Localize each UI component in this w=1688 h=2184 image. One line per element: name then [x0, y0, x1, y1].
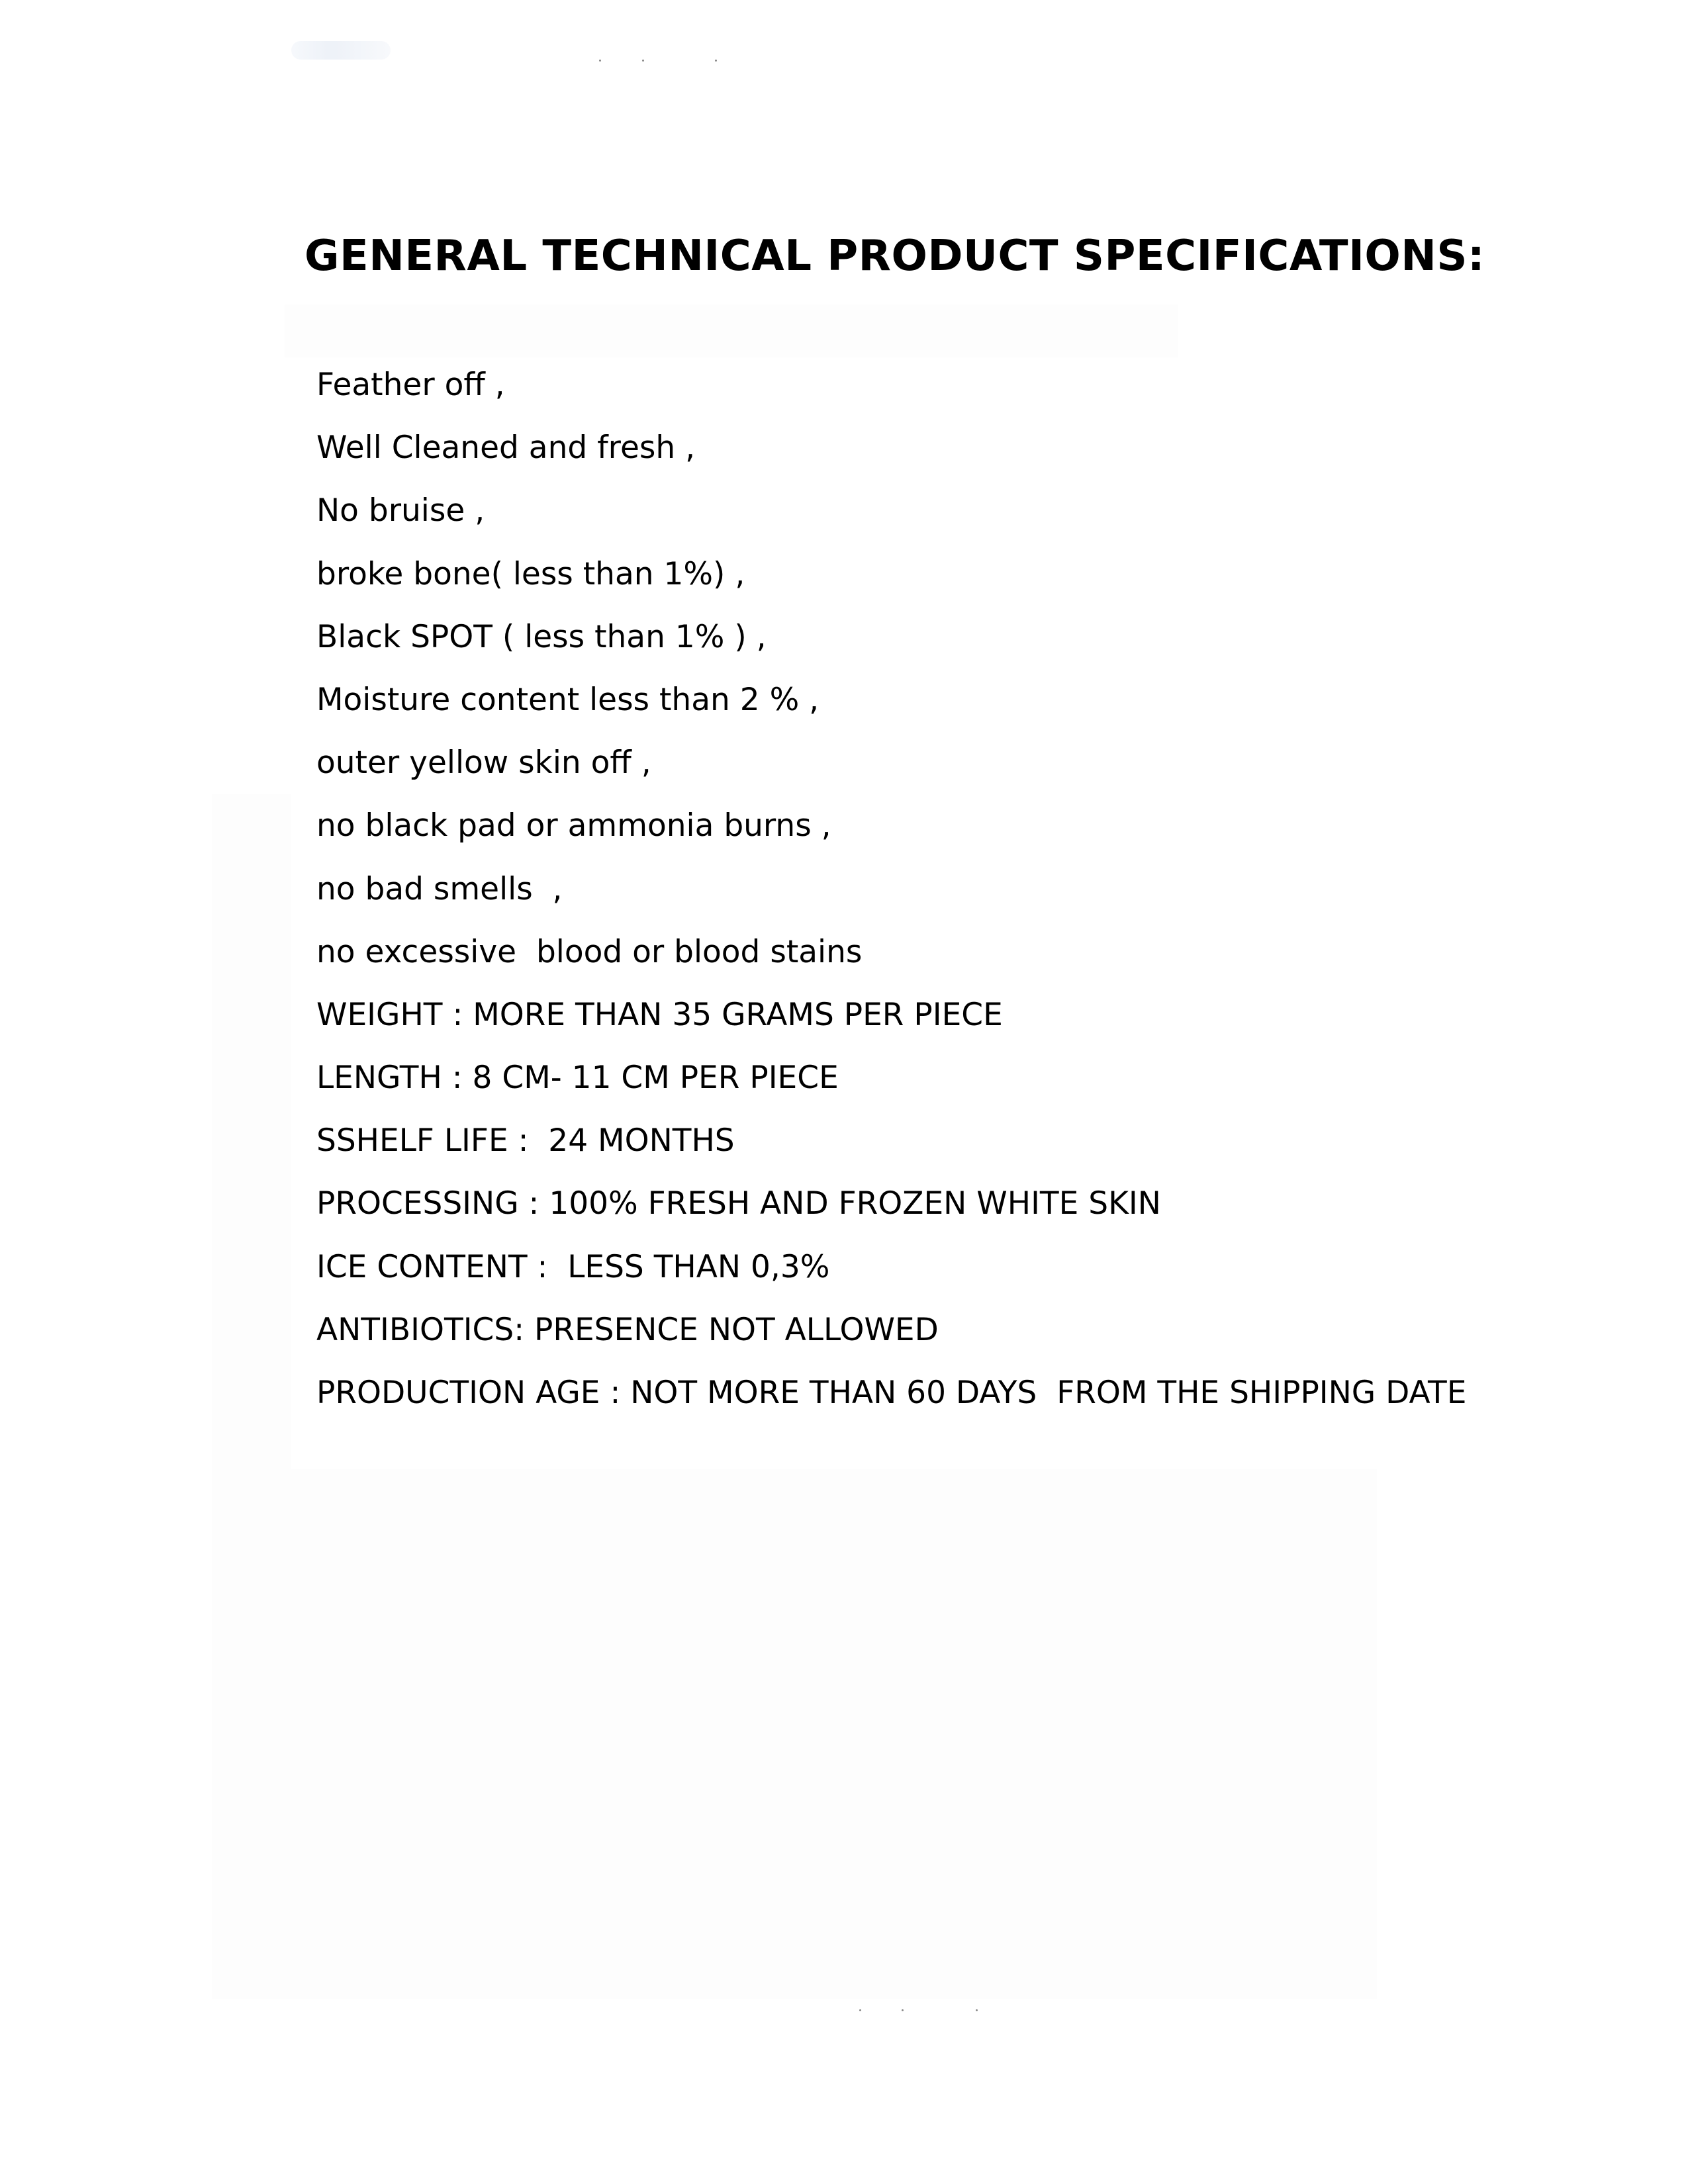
document-heading: GENERAL TECHNICAL PRODUCT SPECIFICATIONS: — [305, 232, 1485, 281]
scan-speck — [902, 2009, 904, 2011]
scan-speck — [642, 60, 644, 62]
spec-item: broke bone( less than 1%) , — [316, 555, 745, 592]
spec-item: no bad smells , — [316, 870, 563, 907]
spec-item: Well Cleaned and fresh , — [316, 430, 696, 467]
spec-item: ICE CONTENT : LESS THAN 0,3% — [316, 1248, 830, 1285]
spec-item: no excessive blood or blood stains — [316, 933, 863, 970]
scan-shading — [285, 304, 1178, 357]
spec-item: no black pad or ammonia burns , — [316, 807, 831, 844]
scan-speck — [599, 60, 601, 62]
spec-item: No bruise , — [316, 492, 485, 529]
scan-speck — [715, 60, 717, 62]
spec-item: Black SPOT ( less than 1% ) , — [316, 618, 767, 655]
spec-item: outer yellow skin off , — [316, 745, 651, 782]
spec-item: PRODUCTION AGE : NOT MORE THAN 60 DAYS FROM THE SHIPPING DATE — [316, 1375, 1467, 1411]
spec-item: Feather off , — [316, 367, 505, 403]
scan-speck — [859, 2009, 861, 2011]
spec-item: SSHELF LIFE : 24 MONTHS — [316, 1122, 735, 1160]
spec-item: WEIGHT : MORE THAN 35 GRAMS PER PIECE — [316, 996, 1003, 1033]
spec-item: Moisture content less than 2 % , — [316, 681, 820, 718]
scan-shading — [212, 1469, 1377, 1999]
spec-item: ANTIBIOTICS: PRESENCE NOT ALLOWED — [316, 1311, 939, 1348]
spec-item: PROCESSING : 100% FRESH AND FROZEN WHITE SKIN — [316, 1185, 1161, 1222]
scan-speck — [976, 2009, 978, 2011]
spec-item: LENGTH : 8 CM- 11 CM PER PIECE — [316, 1060, 839, 1097]
specification-list — [316, 365, 1466, 1436]
scan-shading — [212, 794, 291, 1496]
faded-logo-mark — [291, 41, 391, 60]
